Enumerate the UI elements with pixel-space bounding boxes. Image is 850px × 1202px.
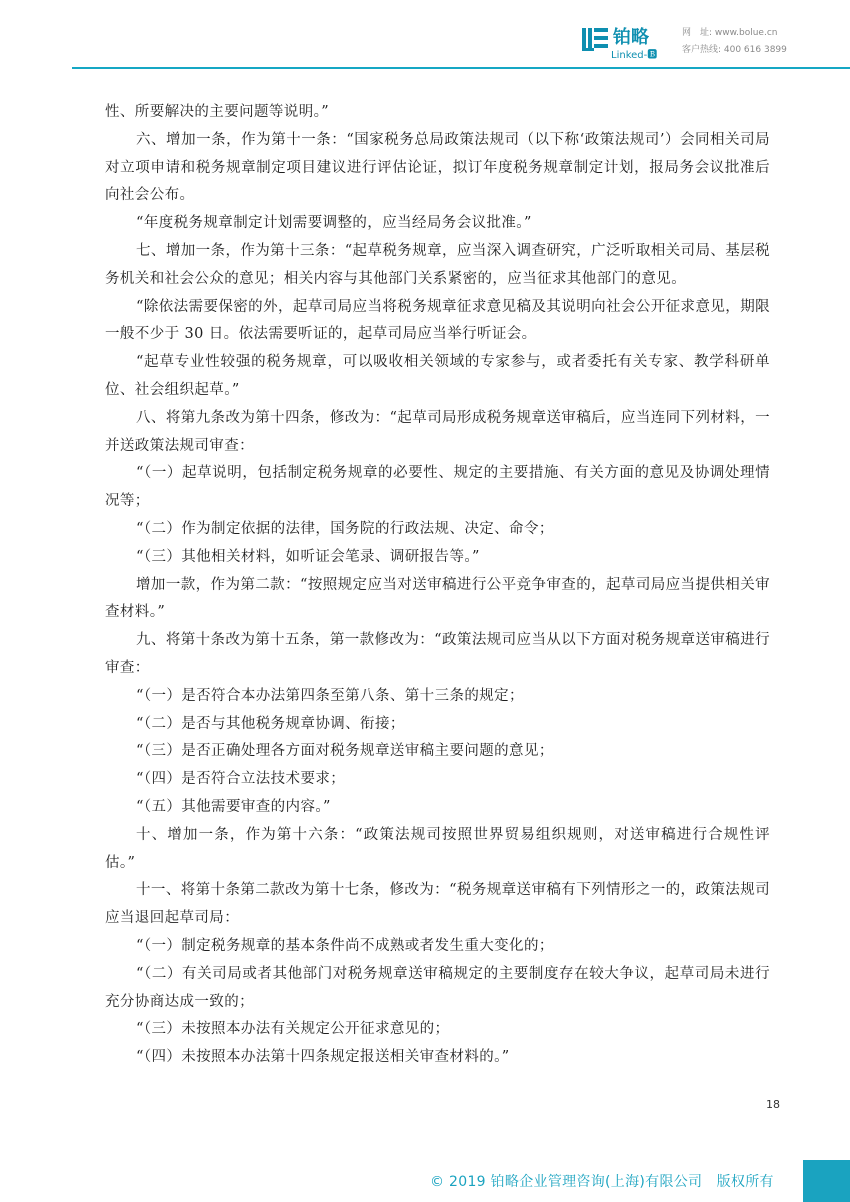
- page-header: [0, 0, 850, 72]
- logo-mark-icon: [582, 26, 608, 52]
- paragraph: “（四）未按照本办法第十四条规定报送相关审查材料的。”: [136, 1049, 510, 1066]
- paragraph: 增加一款，作为第二款：“按照规定应当对送审稿进行公平竞争审查的，起草司局应当提供相关审查材料。”: [105, 576, 770, 621]
- paragraph: “（三）是否正确处理各方面对税务规章送审稿主要问题的意见；: [136, 743, 554, 760]
- contact-info: [682, 25, 842, 59]
- paragraph: “（三）其他相关材料，如听证会笔录、调研报告等。”: [136, 548, 480, 565]
- hotline-text: 客户热线: 400 616 3899: [682, 45, 787, 55]
- logo-chinese-name: 铂略: [613, 27, 649, 48]
- header-divider: [72, 67, 850, 69]
- footer-copyright: © 2019 铂略企业管理咨询(上海)有限公司 版权所有: [430, 1174, 774, 1190]
- paragraph: “（一）起草说明，包括制定税务规章的必要性、规定的主要措施、有关方面的意见及协调处理情况等；: [105, 465, 770, 510]
- paragraph: “年度税务规章制定计划需要调整的，应当经局务会议批准。”: [136, 215, 532, 232]
- paragraph: 九、将第十条改为第十五条，第一款修改为：“政策法规司应当从以下方面对税务规章送审稿进行审查：: [105, 632, 770, 676]
- paragraph: 七、增加一条，作为第十三条：“起草税务规章，应当深入调查研究，广泛听取相关司局、基层税务机关和社会公众的意见；相关内容与其他部门关系紧密的，应当征求其他部门的意见。: [105, 242, 770, 287]
- footer-accent-bar: [803, 1160, 850, 1202]
- paragraph: “除依法需要保密的外，起草司局应当将税务规章征求意见稿及其说明向社会公开征求意见，期限一般不少于 30 日。依法需要听证的，起草司局应当举行听证会。: [105, 298, 770, 343]
- page-number: 18: [766, 1098, 780, 1111]
- document-body: [105, 99, 770, 1072]
- paragraph: 六、增加一条，作为第十一条：“国家税务总局政策法规司（以下称‘政策法规司’）会同相关司局对立项申请和税务规章制定项目建议进行评估论证，拟订年度税务规章制定计划，报局务会议批准后向社会公布。: [105, 131, 770, 204]
- website-text: 网 址: www.bolue.cn: [682, 28, 778, 38]
- paragraph: “起草专业性较强的税务规章，可以吸收相关领域的专家参与，或者委托有关专家、教学科研单位、社会组织起草。”: [105, 354, 770, 398]
- paragraph: “（四）是否符合立法技术要求；: [136, 771, 346, 788]
- paragraph: 十一、将第十条第二款改为第十七条，修改为：“税务规章送审稿有下列情形之一的，政策法规司应当退回起草司局：: [105, 882, 770, 927]
- paragraph: 十、增加一条，作为第十六条：“政策法规司按照世界贸易组织规则，对送审稿进行合规性评估。”: [105, 826, 770, 871]
- paragraph: “（二）有关司局或者其他部门对税务规章送审稿规定的主要制度存在较大争议，起草司局未进行充分协商达成一致的；: [105, 965, 770, 1010]
- paragraph: 八、将第九条改为第十四条，修改为：“起草司局形成税务规章送审稿后，应当连同下列材料，一并送政策法规司审查：: [105, 409, 770, 454]
- paragraph: “（三）未按照本办法有关规定公开征求意见的；: [136, 1021, 450, 1038]
- paragraph: “（五）其他需要审查的内容。”: [136, 798, 331, 815]
- paragraph: “（二）是否与其他税务规章协调、衔接；: [136, 715, 405, 732]
- paragraph: “（一）制定税务规章的基本条件尚不成熟或者发生重大变化的；: [136, 937, 554, 954]
- logo-english-name: Linked-🅱: [611, 50, 658, 61]
- paragraph: “（二）作为制定依据的法律，国务院的行政法规、决定、命令；: [136, 520, 554, 537]
- paragraph: “（一）是否符合本办法第四条至第八条、第十三条的规定；: [136, 687, 524, 704]
- paragraph-continuation: 性、所要解决的主要问题等说明。”: [105, 104, 330, 120]
